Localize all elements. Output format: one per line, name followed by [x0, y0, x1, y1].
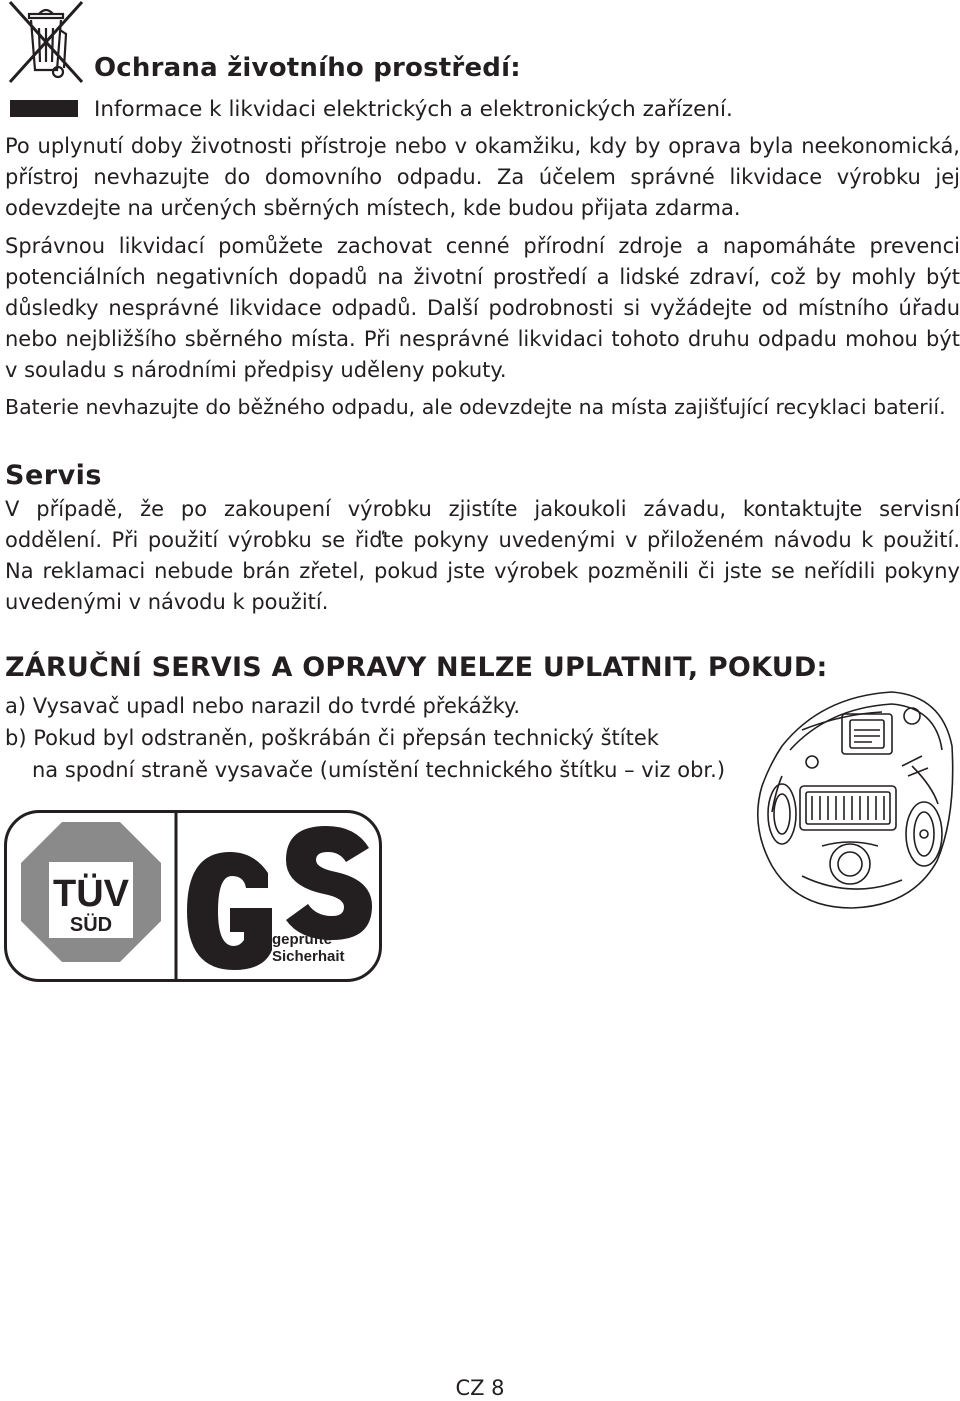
crossed-out-wheelie-bin-icon — [6, 0, 86, 86]
certification-logos — [4, 810, 382, 982]
environment-heading: Ochrana životního prostředí: — [94, 53, 521, 83]
environment-paragraph-1 — [5, 131, 960, 224]
weee-black-bar — [10, 100, 78, 117]
servis-paragraph — [5, 494, 960, 618]
gs-text-line-2: Sicherhait — [272, 948, 345, 965]
warranty-heading: ZÁRUČNÍ SERVIS A OPRAVY NELZE UPLATNIT, POKUD: — [5, 652, 828, 683]
environment-paragraph-3 — [5, 392, 960, 423]
warranty-list — [5, 690, 725, 786]
sud-text: SÜD — [69, 914, 113, 936]
environment-paragraph-2 — [5, 231, 960, 386]
warranty-item-b-line-1: b) Pokud byl odstraněn, poškrábán či přepsán technický štítek — [5, 726, 659, 750]
environment-subheading: Informace k likvidaci elektrických a elektronických zařízení. — [94, 97, 733, 122]
servis-heading: Servis — [5, 460, 102, 491]
gs-s-letter-icon — [286, 826, 372, 940]
servis-paragraph-text: V případě, že po zakoupení výrobku zjistíte jakoukoli závadu, kontaktujte servisní oddělení. Při použití výrobku se řiďte pokyny uvedenými v přiloženém návodu k použití. Na reklamaci nebude brán zřetel, pokud jste výrobek pozměnili či jste se neřídili pokyny uvedenými v návodu k použití. — [5, 497, 960, 614]
vacuum-cleaner-underside-icon — [742, 686, 957, 911]
warranty-item-b-line-2: na spodní straně vysavače (umístění technického štítku – viz obr.) — [32, 758, 726, 782]
environment-paragraph-1-text: Po uplynutí doby životnosti přístroje nebo v okamžiku, kdy by oprava byla neekonomická, přístroj nevhazujte do domovního odpadu. Za účelem správné likvidace výrobku jej odevzdejte na určených sběrných místech, kde budou přijata zdarma. — [5, 134, 960, 220]
page-number: CZ 8 — [455, 1376, 505, 1400]
tuv-text: TÜV — [53, 873, 129, 915]
environment-paragraph-3-text: Baterie nevhazujte do běžného odpadu, ale odevzdejte na místa zajišťující recyklaci baterií. — [5, 395, 946, 419]
warranty-item-a: a) Vysavač upadl nebo narazil do tvrdé překážky. — [5, 694, 521, 718]
gs-text-line-1: geprüfte — [272, 931, 332, 948]
environment-paragraph-2-text: Správnou likvidací pomůžete zachovat cenné přírodní zdroje a napomáháte prevenci potenciálních negativních dopadů na životní prostředí a lidské zdraví, což by mohly být důsledky nesprávné likvidace odpadů. Další podrobnosti si vyžádejte od místního úřadu nebo nejbližšího sběrného místa. Při nesprávné likvidaci tohoto druhu odpadu mohou být v souladu s národními předpisy uděleny pokuty. — [5, 234, 960, 382]
